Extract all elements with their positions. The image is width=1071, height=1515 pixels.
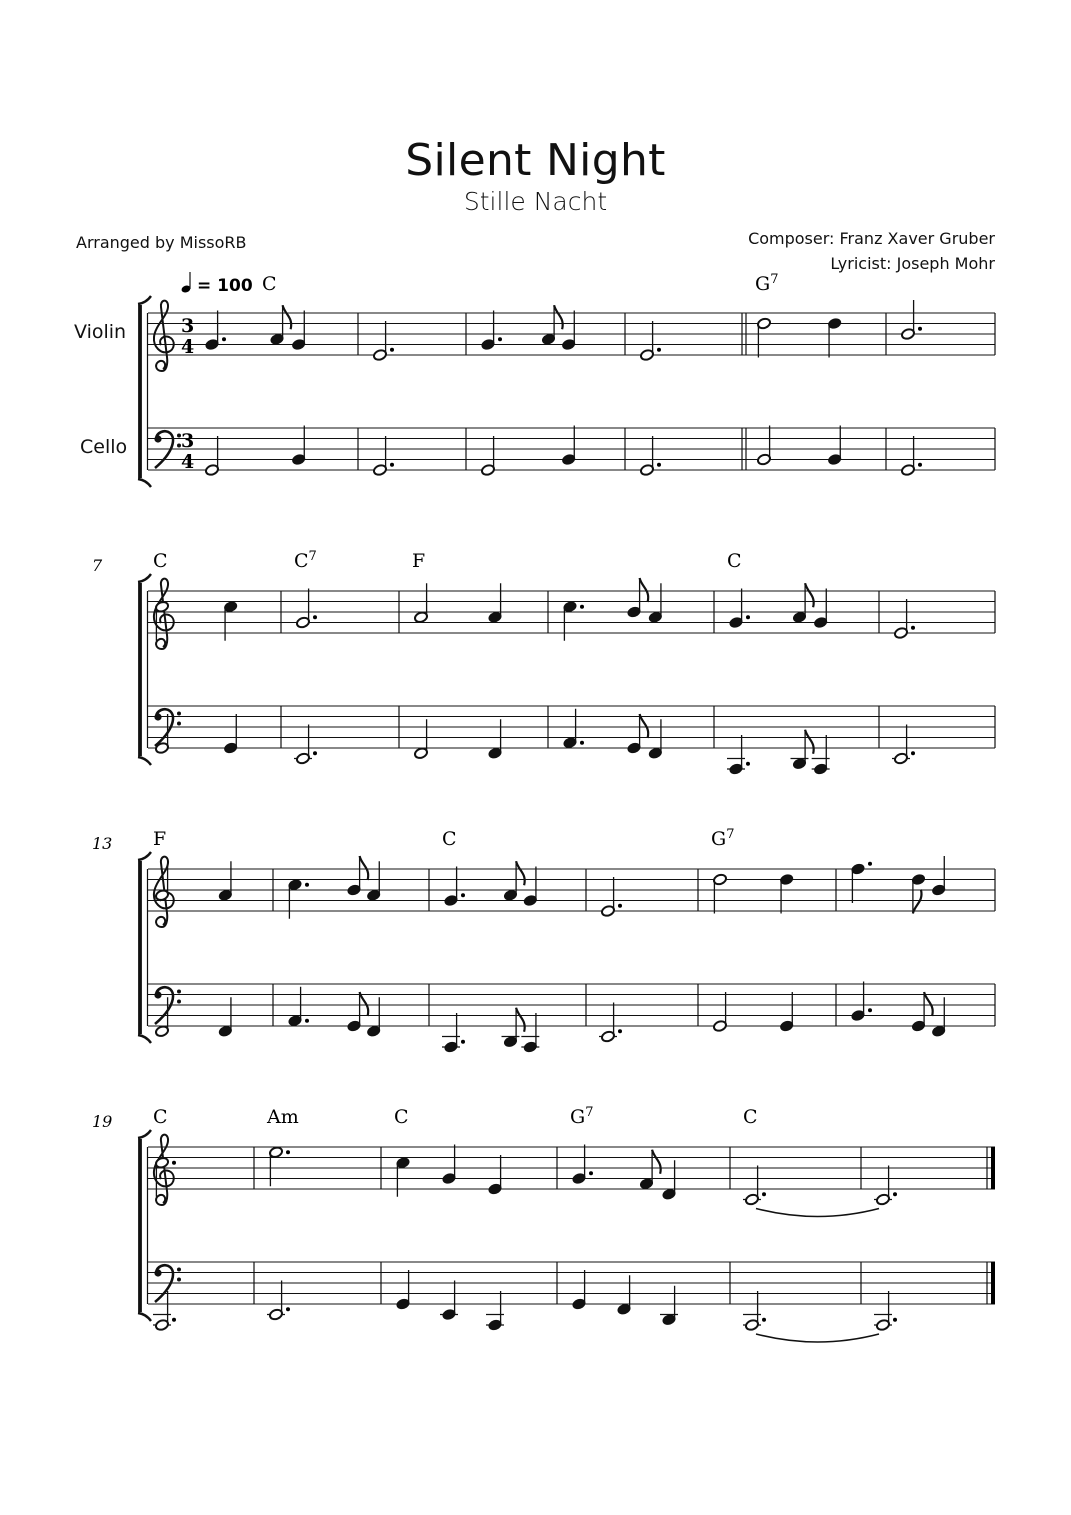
- augmentation-dot: [911, 626, 915, 630]
- treble-clef-icon: [154, 301, 174, 371]
- chord-root: G: [755, 273, 771, 295]
- chord-root: C: [394, 1106, 409, 1128]
- tie: [756, 1334, 879, 1342]
- chord-root: C: [442, 828, 457, 850]
- chord-root: C: [262, 273, 277, 295]
- chord-root: Am: [267, 1106, 299, 1128]
- augmentation-dot: [286, 1150, 290, 1154]
- chord-root: G: [570, 1106, 586, 1128]
- chord-symbol: [412, 550, 425, 572]
- tempo-text: = 100: [197, 276, 253, 296]
- note-flag: [554, 305, 563, 329]
- bass-clef-dot: [177, 722, 181, 726]
- augmentation-dot: [746, 615, 750, 619]
- augmentation-dot: [461, 893, 465, 897]
- bracket-hook: [138, 1130, 151, 1138]
- note-flag: [516, 1008, 525, 1032]
- augmentation-dot: [893, 1192, 897, 1196]
- bass-clef-icon: [154, 431, 181, 468]
- chord-root: C: [727, 550, 742, 572]
- bass-clef-dot: [154, 991, 161, 998]
- chord-symbol: [743, 1106, 758, 1128]
- chord-symbol: [266, 1106, 299, 1128]
- time-signature-denominator: 4: [181, 336, 195, 358]
- bass-clef-dot: [177, 1278, 181, 1282]
- score-subtitle: Stille Nacht: [463, 187, 608, 216]
- note-flag: [360, 856, 369, 880]
- chord-symbol: [570, 1105, 593, 1128]
- augmentation-dot: [580, 741, 584, 745]
- augmentation-dot: [172, 1318, 176, 1322]
- bass-clef-dot: [177, 712, 181, 716]
- augmentation-dot: [657, 348, 661, 352]
- treble-clef-path: [154, 301, 174, 371]
- chord-extension: 7: [585, 1105, 594, 1120]
- chord-symbol: [153, 550, 168, 572]
- measure-number: 19: [92, 1112, 113, 1131]
- chord-symbol: [262, 273, 277, 295]
- note-flag: [805, 730, 814, 754]
- final-barline: [991, 1147, 995, 1189]
- note-flag: [283, 305, 292, 329]
- chord-symbol: [755, 272, 778, 295]
- bracket-hook: [138, 296, 151, 304]
- instrument-label-violin: Violin: [74, 321, 127, 343]
- note-flag: [913, 890, 922, 914]
- bass-clef-dot: [177, 1268, 181, 1272]
- measure-number: 13: [92, 834, 113, 853]
- augmentation-dot: [746, 762, 750, 766]
- augmentation-dot: [313, 615, 317, 619]
- note-flag: [640, 578, 649, 602]
- note-flag: [360, 992, 369, 1016]
- bass-clef-dot: [154, 1269, 161, 1276]
- bass-clef-dot: [177, 1000, 181, 1004]
- augmentation-dot: [657, 463, 661, 467]
- bracket-hook: [138, 479, 151, 487]
- augmentation-dot: [222, 337, 226, 341]
- bracket-hook: [138, 574, 151, 582]
- bass-clef-dot: [177, 990, 181, 994]
- augmentation-dot: [390, 463, 394, 467]
- note-flag: [516, 861, 525, 885]
- measure-number: 7: [92, 556, 103, 575]
- augmentation-dot: [498, 337, 502, 341]
- time-signature-denominator: 4: [181, 451, 195, 473]
- bracket-hook: [138, 1035, 151, 1043]
- final-barline: [991, 1262, 995, 1304]
- augmentation-dot: [589, 1171, 593, 1175]
- chord-symbol: [153, 1106, 168, 1128]
- note-flag: [640, 714, 649, 738]
- chord-symbol: [727, 550, 742, 572]
- note-flag: [805, 583, 814, 607]
- augmentation-dot: [580, 605, 584, 609]
- chord-root: C: [153, 550, 168, 572]
- augmentation-dot: [618, 904, 622, 908]
- bracket-hook: [138, 757, 151, 765]
- augmentation-dot: [762, 1318, 766, 1322]
- augmentation-dot: [286, 1307, 290, 1311]
- instrument-label-cello: Cello: [80, 436, 128, 458]
- bracket-hook: [138, 1313, 151, 1321]
- augmentation-dot: [305, 883, 309, 887]
- chord-root: C: [294, 550, 309, 572]
- augmentation-dot: [868, 1008, 872, 1012]
- augmentation-dot: [461, 1040, 465, 1044]
- chord-extension: 7: [770, 272, 779, 287]
- chord-symbol: [394, 1106, 409, 1128]
- score-title: Silent Night: [405, 135, 666, 186]
- chord-symbol: [442, 828, 457, 850]
- augmentation-dot: [390, 348, 394, 352]
- augmentation-dot: [918, 463, 922, 467]
- time-signature-numerator: 3: [181, 430, 195, 452]
- chord-root: F: [153, 828, 167, 850]
- lyricist-credit: Lyricist: Joseph Mohr: [830, 254, 995, 273]
- chord-root: G: [711, 828, 727, 850]
- note-flag: [652, 1150, 661, 1174]
- bass-clef-dot: [154, 713, 161, 720]
- augmentation-dot: [911, 751, 915, 755]
- chord-root: C: [743, 1106, 758, 1128]
- arranger-credit: Arranged by MissoRB: [76, 233, 247, 252]
- note-flag: [924, 992, 933, 1016]
- composer-credit: Composer: Franz Xaver Gruber: [748, 229, 995, 248]
- augmentation-dot: [762, 1192, 766, 1196]
- time-signature-numerator: 3: [181, 315, 195, 337]
- chord-symbol: [711, 827, 734, 850]
- augmentation-dot: [918, 327, 922, 331]
- chord-symbol: [153, 828, 166, 850]
- augmentation-dot: [305, 1019, 309, 1023]
- augmentation-dot: [313, 751, 317, 755]
- chord-extension: 7: [726, 827, 735, 842]
- chord-extension: 7: [308, 549, 317, 564]
- chord-root: F: [412, 550, 426, 572]
- augmentation-dot: [618, 1029, 622, 1033]
- chord-symbol: [294, 549, 317, 572]
- augmentation-dot: [172, 1161, 176, 1165]
- augmentation-dot: [893, 1318, 897, 1322]
- tie: [756, 1209, 879, 1217]
- chord-root: C: [153, 1106, 168, 1128]
- augmentation-dot: [868, 862, 872, 866]
- bass-clef-dot: [154, 435, 161, 442]
- bracket-hook: [138, 852, 151, 860]
